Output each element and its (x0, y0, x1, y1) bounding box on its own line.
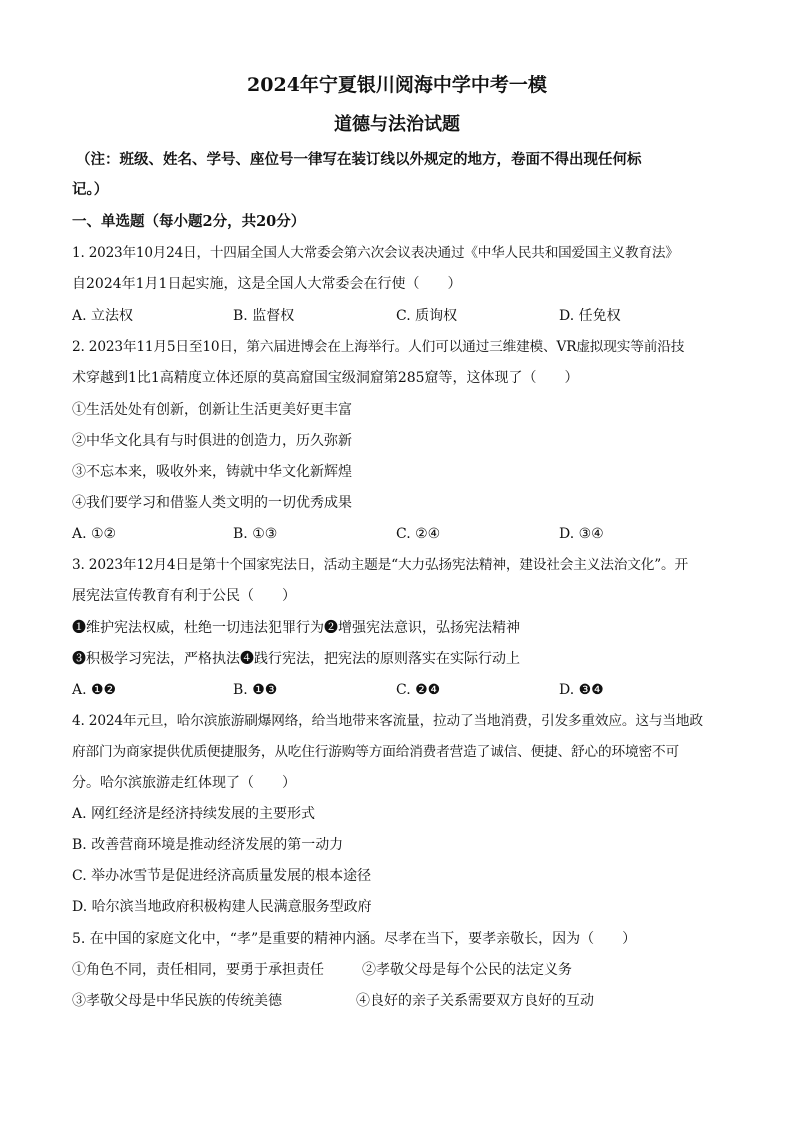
exam-note-line-2: 记。） (72, 181, 109, 198)
q5-statement-4: ④良好的亲子关系需要双方良好的互动 (356, 993, 594, 1009)
section-heading: 一、单选题（每小题2分，共20分） (72, 213, 306, 230)
q4-stem-line-2: 府部门为商家提供优质便捷服务，从吃住行游购等方面给消费者营造了诚信、便捷、舒心的环境密不可 (72, 744, 679, 760)
q4-stem-line-3: 分。哈尔滨旅游走红体现了（ ） (72, 775, 296, 791)
q3-stem-line-1: 3. 2023年12月4日是第十个国家宪法日，活动主题是“大力弘扬宪法精神，建设社会主义法治文化”。开 (72, 557, 688, 573)
exam-note-line-1: （注：班级、姓名、学号、座位号一律写在装订线以外规定的地方，卷面不得出现任何标 (76, 151, 642, 168)
exam-title: 2024年宁夏银川阅海中学中考一模 (247, 74, 547, 96)
q2-option-a: A. ①② (72, 526, 117, 542)
q4-stem-line-1: 4. 2024年元旦，哈尔滨旅游刷爆网络，给当地带来客流量，拉动了当地消费，引发多重效应。这与当地政 (72, 713, 703, 729)
q2-statement-2: ②中华文化具有与时俱进的创造力，历久弥新 (72, 433, 352, 449)
q1-stem-line-1: 1. 2023年10月24日，十四届全国人大常委会第六次会议表决通过《中华人民共和国爱国主义教育法》 (72, 245, 679, 261)
q5-stem-line-1: 5. 在中国的家庭文化中，“孝”是重要的精神内涵。尽孝在当下，要孝亲敬长，因为（ ） (72, 931, 637, 947)
q3-option-d: D. ❸❹ (559, 682, 604, 698)
q2-stem-line-1: 2. 2023年11月5日至10日，第六届进博会在上海举行。人们可以通过三维建模、VR虚拟现实等前沿技 (72, 339, 685, 355)
q5-statement-2: ②孝敬父母是每个公民的法定义务 (362, 962, 572, 978)
q1-option-d: D. 任免权 (559, 308, 621, 324)
q2-option-d: D. ③④ (559, 526, 604, 542)
q2-statement-1: ①生活处处有创新，创新让生活更美好更丰富 (72, 402, 352, 418)
q1-stem-line-2: 自2024年1月1日起实施，这是全国人大常委会在行使（ ） (72, 276, 462, 292)
q2-statement-4: ④我们要学习和借鉴人类文明的一切优秀成果 (72, 495, 352, 511)
q1-option-c: C. 质询权 (396, 308, 458, 324)
q3-option-b: B. ❶❸ (233, 682, 278, 698)
q4-option-d: D. 哈尔滨当地政府积极构建人民满意服务型政府 (72, 899, 372, 915)
q4-option-c: C. 举办冰雪节是促进经济高质量发展的根本途径 (72, 868, 372, 884)
exam-subtitle: 道德与法治试题 (334, 114, 460, 135)
q2-option-b: B. ①③ (233, 526, 278, 542)
q3-statements-line-1: ❶维护宪法权威，杜绝一切违法犯罪行为❷增强宪法意识，弘扬宪法精神 (72, 620, 520, 636)
q2-statement-3: ③不忘本来，吸收外来，铸就中华文化新辉煌 (72, 464, 352, 480)
q4-option-b: B. 改善营商环境是推动经济发展的第一动力 (72, 837, 344, 853)
q2-option-c: C. ②④ (396, 526, 441, 542)
q1-option-b: B. 监督权 (233, 308, 295, 324)
q3-statements-line-2: ❸积极学习宪法，严格执法❹践行宪法，把宪法的原则落实在实际行动上 (72, 651, 520, 667)
q1-option-a: A. 立法权 (72, 308, 134, 324)
q3-option-c: C. ❷❹ (396, 682, 441, 698)
q3-option-a: A. ❶❷ (72, 682, 117, 698)
q5-statement-1: ①角色不同，责任相同，要勇于承担责任 (72, 962, 324, 978)
q5-statement-3: ③孝敬父母是中华民族的传统美德 (72, 993, 282, 1009)
q2-stem-line-2: 术穿越到1比1高精度立体还原的莫高窟国宝级洞窟第285窟等，这体现了（ ） (72, 370, 579, 386)
q3-stem-line-2: 展宪法宣传教育有利于公民（ ） (72, 588, 296, 604)
q4-option-a: A. 网红经济是经济持续发展的主要形式 (72, 806, 316, 822)
